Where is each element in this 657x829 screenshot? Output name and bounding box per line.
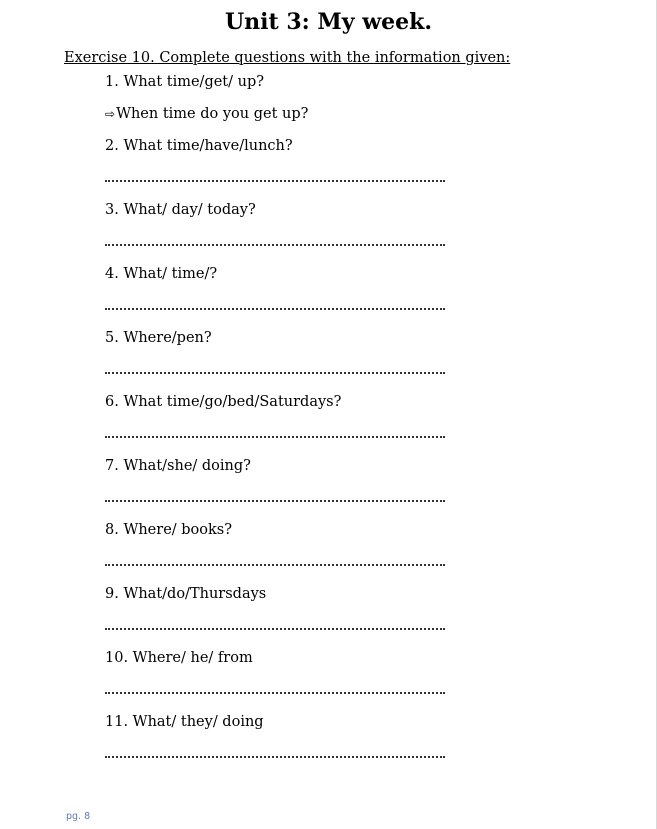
- question-9: 9. What/do/Thursdays: [105, 586, 267, 602]
- exercise-instruction: Exercise 10. Complete questions with the information given:: [64, 50, 511, 66]
- question-8: 8. Where/ books?: [105, 522, 233, 538]
- answer-line-3[interactable]: [105, 244, 445, 246]
- example-answer-text: When time do you get up?: [116, 106, 309, 122]
- example-answer: [105, 104, 308, 124]
- arrow-right-icon: ⇨: [105, 107, 116, 121]
- answer-line-11[interactable]: [105, 756, 445, 758]
- question-2: 2. What time/have/lunch?: [105, 138, 293, 154]
- answer-line-6[interactable]: [105, 436, 445, 438]
- question-3: 3. What/ day/ today?: [105, 202, 256, 218]
- question-6: 6. What time/go/bed/Saturdays?: [105, 394, 342, 410]
- answer-line-5[interactable]: [105, 372, 445, 374]
- page-title: Unit 3: My week.: [224, 9, 433, 35]
- question-7: 7. What/she/ doing?: [105, 458, 251, 474]
- question-11: 11. What/ they/ doing: [105, 714, 264, 730]
- answer-line-9[interactable]: [105, 628, 445, 630]
- answer-line-8[interactable]: [105, 564, 445, 566]
- question-10: 10. Where/ he/ from: [105, 650, 253, 666]
- question-4: 4. What/ time/?: [105, 266, 218, 282]
- question-5: 5. Where/pen?: [105, 330, 212, 346]
- example-question: 1. What time/get/ up?: [105, 74, 265, 90]
- page-number: pg. 8: [66, 811, 91, 822]
- answer-line-10[interactable]: [105, 692, 445, 694]
- answer-line-2[interactable]: [105, 180, 445, 182]
- answer-line-7[interactable]: [105, 500, 445, 502]
- answer-line-4[interactable]: [105, 308, 445, 310]
